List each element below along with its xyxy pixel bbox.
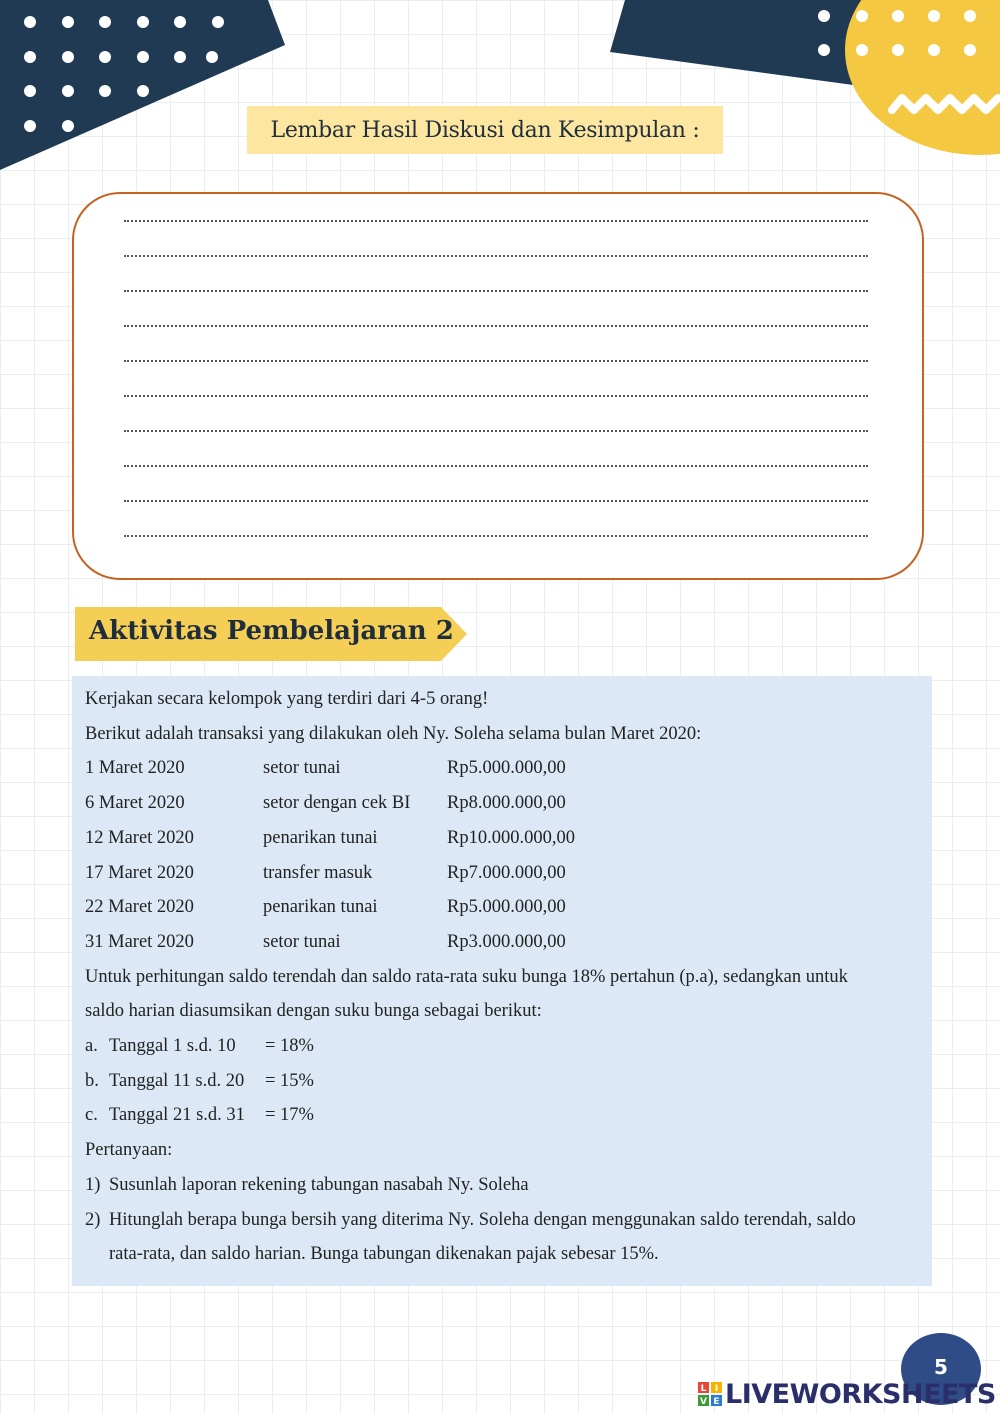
question-number: 2)	[85, 1209, 101, 1230]
transaction-date: 22 Maret 2020	[85, 897, 194, 918]
transaction-type: penarikan tunai	[263, 897, 378, 918]
activity-heading-banner	[75, 607, 467, 661]
answer-line[interactable]	[124, 395, 868, 397]
transaction-amount: Rp8.000.000,00	[447, 793, 566, 814]
liveworksheets-watermark	[698, 1378, 996, 1410]
answer-line[interactable]	[124, 430, 868, 432]
rate-item	[85, 1098, 920, 1133]
transaction-row	[85, 821, 920, 856]
transaction-date: 1 Maret 2020	[85, 758, 185, 779]
question-text: Susunlah laporan rekening tabungan nasabah Ny. Soleha	[109, 1174, 529, 1195]
rate-label: a.	[85, 1036, 98, 1057]
answer-line[interactable]	[124, 220, 868, 222]
rate-item	[85, 1064, 920, 1099]
answer-line[interactable]	[124, 535, 868, 537]
logo-letter: I	[714, 1384, 719, 1394]
page-number: 5	[901, 1333, 981, 1405]
transaction-amount: Rp5.000.000,00	[447, 758, 566, 779]
transaction-type: setor dengan cek BI	[263, 793, 411, 814]
rate-value: = 18%	[265, 1036, 314, 1057]
liveworksheets-logo-icon	[698, 1382, 722, 1406]
rate-label: c.	[85, 1105, 98, 1126]
transaction-row	[85, 786, 920, 821]
transaction-row	[85, 890, 920, 925]
answer-line[interactable]	[124, 465, 868, 467]
rate-range: Tanggal 11 s.d. 20	[109, 1070, 245, 1091]
transaction-type: setor tunai	[263, 931, 341, 952]
transaction-date: 6 Maret 2020	[85, 793, 185, 814]
rate-item	[85, 1029, 920, 1064]
question-text	[109, 1203, 856, 1272]
note-text: Untuk perhitungan saldo terendah dan saldo rata-rata suku bunga 18% pertahun (p.a), sedangkan untuk	[85, 966, 848, 987]
note-text: saldo harian diasumsikan dengan suku bunga sebagai berikut:	[85, 1001, 542, 1022]
transaction-row	[85, 856, 920, 891]
activity-panel	[72, 676, 932, 1286]
activity-heading: Aktivitas Pembelajaran 2	[89, 616, 454, 646]
question-text-line: Hitunglah berapa bunga bersih yang diterima Ny. Soleha dengan menggunakan saldo terendah, saldo	[109, 1209, 856, 1230]
rate-value: = 17%	[265, 1105, 314, 1126]
rate-value: = 15%	[265, 1070, 314, 1091]
transaction-type: penarikan tunai	[263, 827, 378, 848]
transaction-date: 12 Maret 2020	[85, 827, 194, 848]
transaction-row	[85, 751, 920, 786]
answer-line[interactable]	[124, 325, 868, 327]
questions-title: Pertanyaan:	[85, 1140, 173, 1161]
page-title: Lembar Hasil Diskusi dan Kesimpulan :	[247, 106, 723, 154]
logo-letter: E	[713, 1397, 720, 1406]
answer-line[interactable]	[124, 255, 868, 257]
question-number: 1)	[85, 1174, 101, 1195]
transaction-date: 17 Maret 2020	[85, 862, 194, 883]
question-item	[85, 1168, 920, 1203]
logo-letter: L	[700, 1384, 707, 1394]
rate-label: b.	[85, 1070, 99, 1091]
transaction-amount: Rp10.000.000,00	[447, 827, 575, 848]
transaction-amount: Rp5.000.000,00	[447, 897, 566, 918]
answer-line[interactable]	[124, 290, 868, 292]
watermark-text: LIVEWORKSHEETS	[725, 1378, 996, 1410]
question-text-line: rata-rata, dan saldo harian. Bunga tabungan dikenakan pajak sebesar 15%.	[109, 1244, 659, 1265]
question-item	[85, 1203, 920, 1272]
transaction-row	[85, 925, 920, 960]
rate-range: Tanggal 1 s.d. 10	[109, 1036, 236, 1057]
answer-line[interactable]	[124, 360, 868, 362]
lead-text: Berikut adalah transaksi yang dilakukan oleh Ny. Soleha selama bulan Maret 2020:	[85, 723, 702, 744]
rate-range: Tanggal 21 s.d. 31	[109, 1105, 245, 1126]
transaction-amount: Rp7.000.000,00	[447, 862, 566, 883]
logo-letter: V	[700, 1397, 707, 1406]
transaction-amount: Rp3.000.000,00	[447, 931, 566, 952]
answer-line[interactable]	[124, 500, 868, 502]
transaction-type: setor tunai	[263, 758, 341, 779]
intro-text: Kerjakan secara kelompok yang terdiri dari 4-5 orang!	[85, 689, 489, 709]
transaction-date: 31 Maret 2020	[85, 931, 194, 952]
transaction-type: transfer masuk	[263, 862, 373, 883]
discussion-answer-box[interactable]	[72, 192, 924, 580]
